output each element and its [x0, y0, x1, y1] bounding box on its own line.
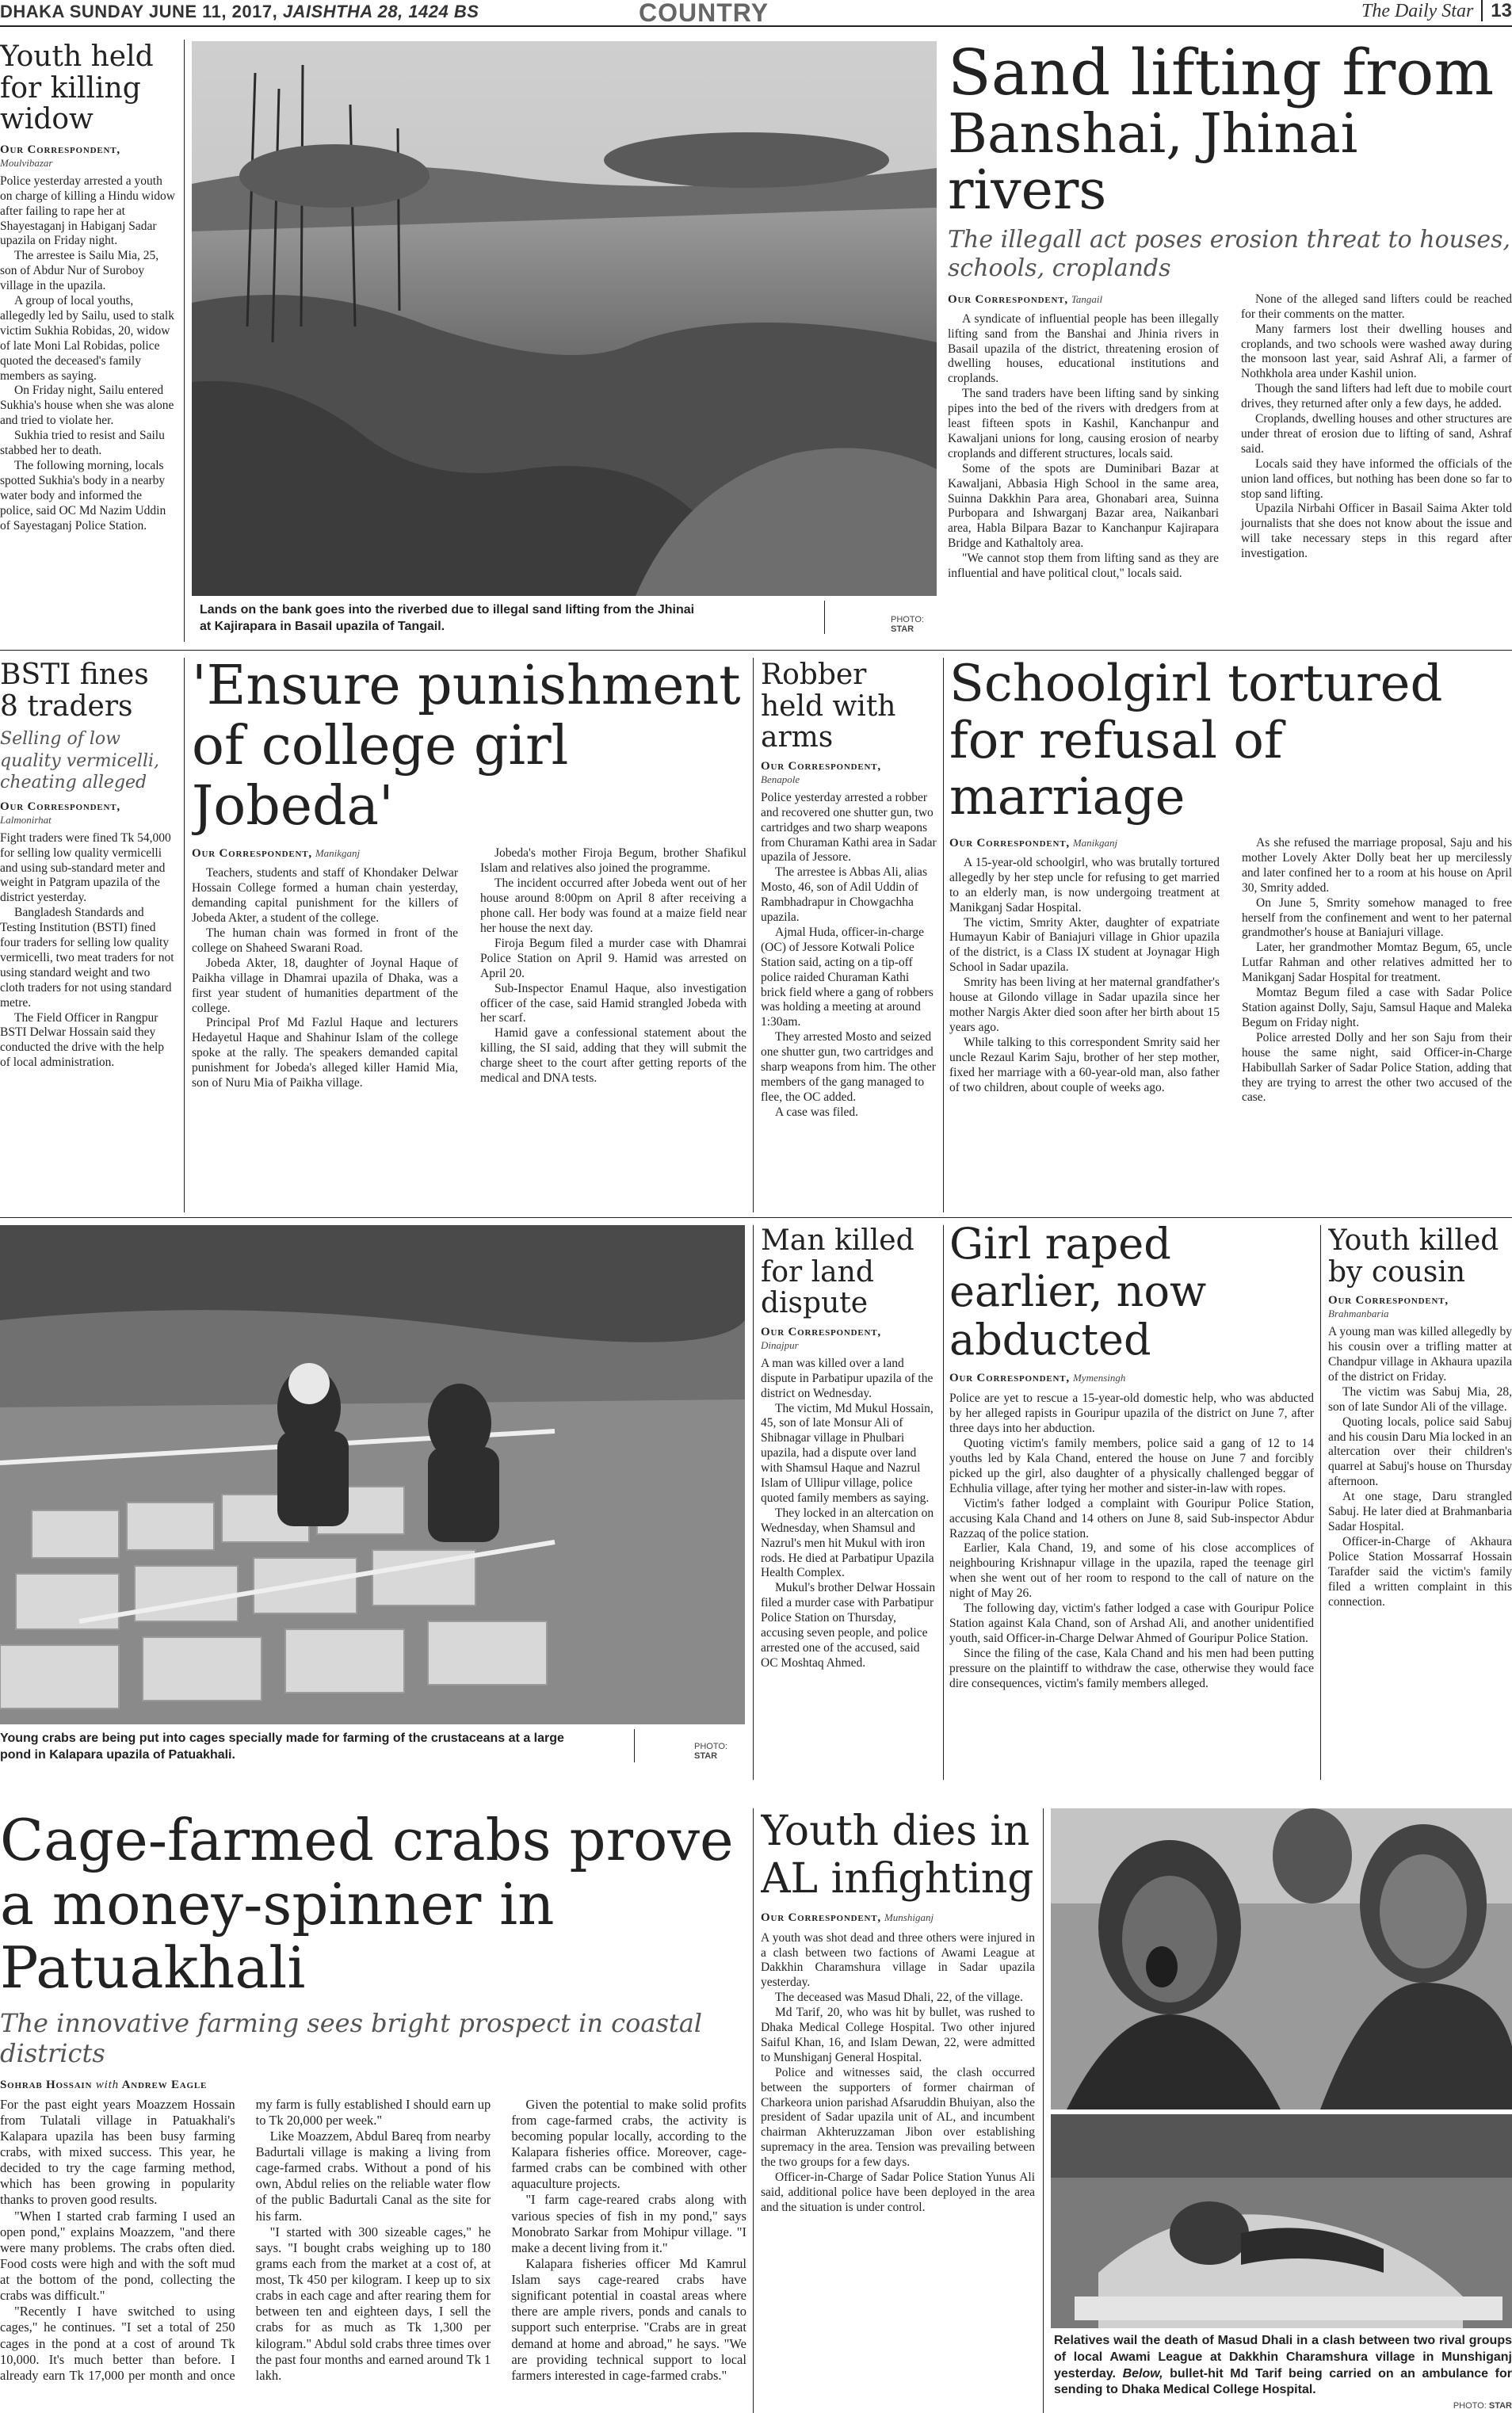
story-cage-crabs	[0, 1808, 746, 2413]
paragraph: Police yesterday arrested a youth on charge of killing a Hindu widow after failing to rape her at Shayestaganj in Habiganj Sadar upazila on Friday night.	[0, 174, 175, 248]
paragraph: A case was filed.	[775, 1105, 859, 1119]
paragraph: Hamid gave a confessional statement about the killing, the SI said, adding that they will submit the charge sheet to the court after getting reports of the medical and DNA tests.	[480, 1026, 746, 1086]
paragraph: None of the alleged sand lifters could be reached for their comments on the matter.	[1241, 292, 1512, 321]
dateline: Munshiganj	[884, 1911, 934, 1923]
headline: BSTI fines 8 traders	[0, 659, 149, 723]
byline: Our Correspondent,	[761, 1911, 881, 1924]
paragraph: Ajmal Huda, officer-in-charge (OC) of Jessore Kotwali Police Station said, acting on a tip-off police raided Churaman Kathi brick field where a gang of robbers was holding a meeting at around 1:30am.	[761, 925, 934, 1029]
paragraph: Later, her grandmother Momtaz Begum, 65, uncle Lutfar Rahman and other relatives admitted her to Manikganj Sadar Hospital for treatment.	[1242, 941, 1512, 985]
deck: The innovative farming sees bright prospect in coastal districts	[0, 2007, 703, 2069]
paragraph: "When I started crab farming I used an open pond," explains Moazzem, "and there were many problems. The crabs often died. Food costs were high and with the soft mud at the bottom of the pond, collecting the crabs was difficult."	[0, 2208, 235, 2304]
paragraph: Firoja Begum filed a murder case with Dhamrai Police Station on April 9. Hamid was arrested on April 20.	[480, 936, 746, 980]
paragraph: The following day, victim's father lodged a case with Gouripur Police Station against Kala Chand, son of Arshad Ali, and another unidentified youth, said Officer-in-Charge Delwar Ahmed of Gouripur Police Station.	[949, 1602, 1314, 1645]
photo-credit	[694, 1742, 742, 1766]
column-rule	[1043, 1808, 1044, 2413]
article-body	[0, 174, 176, 534]
author-1: Sohrab Hossain	[0, 2078, 93, 2091]
paragraph: The human chain was formed in front of the college on Shaheed Swarani Road.	[192, 926, 458, 955]
dateline: Lalmonirhat	[0, 813, 52, 826]
section-title: COUNTRY	[639, 0, 769, 27]
story-youth-dies	[761, 1808, 1035, 2413]
headline-line-1: Sand lifting from	[948, 40, 1495, 109]
paragraph: Fight traders were fined Tk 54,000 for selling low quality vermicelli and using sub-standard meter and weight in Patgram upazila of the district yesterday.	[0, 830, 171, 905]
dateline: Dinajpur	[761, 1338, 799, 1351]
story-schoolgirl	[949, 656, 1512, 1212]
photo-caption	[1054, 2333, 1512, 2404]
byline: Our Correspondent,	[948, 292, 1068, 306]
paragraph: On June 5, Smrity somehow managed to free herself from the confinement and went to her paternal grandmother's house at Baniajuri village.	[1242, 895, 1512, 940]
caption-rule	[634, 1729, 635, 1762]
masthead-right	[1361, 0, 1512, 22]
paragraph: The victim, Smrity Akter, daughter of expatriate Humayun Kabir of Baniajuri village in Ghior upazila of the district, is a Class IX student at Joynagar High School in Sadar upazila.	[949, 915, 1220, 975]
paragraph: Smrity has been living at her maternal grandfather's house at Gilondo village in Sadar upazila since her mother Nargis Akter died soon after her birth about 15 years ago.	[949, 976, 1220, 1034]
paragraph: Earlier, Kala Chand, 19, and some of his close accomplices of neighbouring Krishnapur village in the upazila, raped the teenage girl when she went out of her room to respond to the call of nature on the night of May 26.	[949, 1541, 1314, 1601]
paragraph: Though the sand lifters had left due to mobile court drives, they returned after only a few days, he added.	[1241, 382, 1512, 411]
paragraph: "Recently I have switched to using cages," he continues. "I set a total of 250 cages in the pond at a cost of around Tk 10,000. It's much better than before. I already earn Tk 17,000 per month and once my farm is fully established I should earn up to Tk 20,000 per week."	[0, 2096, 491, 2383]
article-body	[948, 292, 1512, 582]
byline: Our Correspondent,	[1328, 1294, 1449, 1308]
paragraph: Jobeda Akter, 18, daughter of Joynal Haque of Paikha village in Dhamrai upazila of Dhaka, was a first year student of humanities department of the college.	[192, 956, 458, 1015]
paragraph: The victim, Md Mukul Hossain, 45, son of late Monsur Ali of Shibnagar village in Phulbari upazila, had a dispute over land with Shamsul Haque and Nazrul Islam of Ullipur village, police quoted family members as saying.	[761, 1401, 934, 1505]
paragraph: Teachers, students and staff of Khondaker Delwar Hossain College formed a human chain yesterday, demanding capital punishment for the killers of Jobeda Akter, a student of the college.	[192, 866, 458, 926]
byline: Our Correspondent,	[761, 759, 881, 773]
headline-line-2: Banshai, Jhinai rivers	[948, 103, 1358, 223]
story-bsti	[0, 659, 176, 1214]
paragraph: Officer-in-Charge of Sadar Police Station Yunus Ali said, additional police have been deployed in the area and the situation is under control.	[761, 2171, 1035, 2214]
caption-text-2: bullet-hit Md Tarif being carried on an ambulance for sending to Dhaka Medical College Hospital.	[1054, 2366, 1512, 2397]
photo-credit-name: STAR	[891, 624, 914, 635]
river-erosion-photo	[192, 41, 937, 596]
paragraph: At one stage, Daru strangled Sabuj. He later died at Brahmanbaria Sadar Hospital.	[1328, 1490, 1512, 1533]
column-rule	[1320, 1225, 1321, 1780]
story-sand-lifting	[948, 40, 1512, 642]
headline: Man killed for land dispute	[761, 1225, 914, 1320]
photo-credit-name: STAR	[1488, 2401, 1512, 2411]
article-body	[192, 846, 746, 1091]
column-rule	[184, 40, 185, 642]
paragraph: "We cannot stop them from lifting sand as they are influential and have political clout," locals said.	[948, 552, 1219, 581]
row-rule	[0, 650, 1512, 651]
article-body	[761, 1931, 1035, 2216]
masthead-date-en: SUNDAY JUNE 11, 2017,	[69, 2, 278, 21]
story-youth-held	[0, 41, 176, 643]
photo-credit	[891, 615, 938, 639]
paragraph: As she refused the marriage proposal, Saju and his mother Lovely Akter Dolly beat her up mercilessly and later confined her to a room at his house on April 30, Smrity added.	[1242, 836, 1512, 895]
paragraph: Quoting victim's family members, police said a gang of 12 to 14 youths led by Kala Chand, entered the house on June 7 and forcibly picked up the girl, also daughter of a physically challenged beggar of Echhulia village, after tying her mother and sister-in-law with ropes.	[949, 1437, 1314, 1495]
column-rule	[753, 1225, 754, 1780]
dateline: Benapole	[761, 773, 800, 785]
paragraph: Locals said they have informed the officials of the union land offices, but nothing has been done so far to stop sand lifting.	[1241, 456, 1512, 501]
crab-cage-image	[0, 1225, 745, 1724]
mourning-relatives-photo	[1051, 1808, 1512, 2109]
photo-credit-label: PHOTO:	[891, 615, 924, 624]
paragraph: Md Tarif, 20, who was hit by bullet, was rushed to Dhaka Medical College Hospital. Two other injured Saiful Khan, 16, and Islam Dewan, 22, were admitted to Munshiganj General Hospital.	[761, 2006, 1035, 2064]
photo-credit-label: PHOTO:	[694, 1742, 727, 1751]
byline: Our Correspondent,	[0, 800, 120, 813]
headline: Robber held with arms	[761, 659, 896, 754]
paragraph: They locked in an altercation on Wednesday, when Shamsul and Nazrul's men hit Mukul with iron rods. He died at Parbatipur Upazila Health Complex.	[761, 1506, 934, 1580]
paragraph: A youth was shot dead and three others were injured in a clash between two factions of Awami League at Dakkhin Charamshura village in Sadar upazila yesterday.	[761, 1930, 1035, 1990]
crab-cage-photo	[0, 1225, 745, 1724]
dateline: Moulvibazar	[0, 156, 53, 169]
article-body	[949, 836, 1512, 1105]
caption-rule	[824, 601, 825, 634]
column-rule	[943, 658, 944, 1212]
row-rule	[0, 1217, 1512, 1218]
paragraph: Croplands, dwelling houses and other structures are under threat of erosion due to lifting of sand, Ashraf said.	[1241, 412, 1512, 456]
paragraph: Quoting locals, police said Sabuj and his cousin Daru Mia locked in an altercation over their children's quarrel at Sabuj's house on Thursday afternoon.	[1328, 1415, 1512, 1489]
paragraph: Some of the spots are Duminibari Bazar at Kawaljani, Abbasia High School in the same area, Suinna Dakkhin Para area, Ghonabari area, Suinna Purbopara and Ishwarganj Bazar area, Naikanbari area, Habla Bilpara Bazar to Kanchanpur Kajirapara Bridge and Kathaltoly area.	[948, 461, 1219, 551]
paragraph: Officer-in-Charge of Akhaura Police Station Mossarraf Hossain Tarafder said the victim's family filed a written complaint in this connection.	[1328, 1534, 1512, 1609]
column-rule	[753, 1808, 754, 2413]
article-body	[0, 831, 176, 1071]
paragraph: Principal Prof Md Fazlul Haque and lecturers Hedayetul Haque and Shahinur Islam of the college spoke at the rally. The speakers demanded capital punishment for Jobeda's alleged killer Hamid Mia, son of Nuru Mia of Paikha village.	[192, 1016, 458, 1090]
dateline: Manikganj	[315, 847, 361, 860]
dateline: Tangail	[1071, 292, 1103, 305]
paragraph: While talking to this correspondent Smrity said her uncle Rezaul Karim Saju, brother of her step mother, fixed her marriage with a 60-year-old man, also father of two children, about couple of weeks ago.	[949, 1035, 1220, 1094]
byline-with: with	[95, 2078, 119, 2091]
paragraph: Police yesterday arrested a robber and recovered one shutter gun, two cartridges and two sharp weapons from Churaman Kathi area in Sadar upazila of Jessore.	[761, 790, 937, 865]
paragraph: Since the filing of the case, Kala Chand and his men had been putting pressure on the plaintiff to withdraw the case, otherwise they would face dire consequences, victim's family members alleged.	[949, 1646, 1314, 1690]
paragraph: A group of local youths, allegedly led by Sailu, used to stalk victim Sukhia Robidas, 20, widow of late Moni Lal Robidas, police quoted the deceased's family members as saying.	[0, 294, 174, 383]
injured-youth-image	[1051, 2114, 1512, 2328]
paragraph: The following morning, locals spotted Sukhia's body in a nearby water body and informed the police, said OC Md Nazim Uddin of Sayestaganj Police Station.	[0, 459, 166, 533]
paragraph: The victim was Sabuj Mia, 28, son of late Sundor Ali of the village.	[1328, 1384, 1512, 1414]
paragraph: The deceased was Masud Dhali, 22, of the village.	[775, 1991, 1023, 2005]
article-body	[761, 1357, 937, 1671]
headline: Schoolgirl tortured for refusal of marriage	[949, 656, 1443, 827]
byline	[0, 2079, 746, 2092]
headline	[948, 40, 1512, 223]
deck: Selling of low quality vermicelli, cheating alleged	[0, 729, 160, 793]
paragraph: Police arrested Dolly and her son Saju from their house the same night, said Officer-in-Charge Habibullah Sarker of Sadar Police Station, adding that they are trying to arrest the other two accused of the case.	[1242, 1030, 1512, 1105]
article-body	[0, 2097, 746, 2384]
photo-caption: Lands on the bank goes into the riverbed due to illegal sand lifting from the Jhinai at Kajirapara in Basail upazila of Tangail.	[200, 603, 695, 633]
masthead-date	[0, 2, 479, 22]
masthead-city: DHAKA	[0, 2, 65, 21]
headline: Youth held for killing widow	[0, 41, 154, 136]
photo-credit-name: STAR	[694, 1751, 718, 1762]
paragraph: Momtaz Begum filed a case with Sadar Police Station against Dolly, Saju, Samsul Haque and Maleka Begum on Friday night.	[1242, 986, 1512, 1029]
byline: Our Correspondent,	[949, 1372, 1070, 1385]
byline: Our Correspondent,	[0, 143, 120, 156]
story-youth-killed	[1328, 1225, 1512, 1780]
paragraph: Sukhia tried to resist and Sailu stabbed her to death.	[0, 429, 165, 458]
paragraph: Bangladesh Standards and Testing Institution (BSTI) fined four traders for selling low quality vermicelli, two meat traders for not using standard weight and two cloth traders for not using standard metre.	[0, 906, 174, 1010]
column-rule	[753, 658, 754, 1212]
paragraph: The sand traders have been lifting sand by sinking pipes into the bed of the rivers with dredgers from at least fifteen spots in Kashil, Kanchanpur and Kawaljani unions for long, causing erosion of nearby croplands and different structures, locals said.	[948, 387, 1219, 460]
story-robber	[761, 659, 937, 1214]
paragraph: Police are yet to rescue a 15-year-old domestic help, who was abducted by her alleged rapists in Gouripur upazila of the district on June 7, after three days into her abduction.	[949, 1392, 1314, 1436]
dateline: Mymensingh	[1072, 1372, 1126, 1384]
caption-text: Relatives wail the death of Masud Dhali in a clash between two rival groups of local Awami League at Dakkhin Charamshura village in Munshiganj yesterday.	[1054, 2334, 1512, 2381]
photo-credit-label: PHOTO:	[1453, 2401, 1487, 2411]
paragraph: Mukul's brother Delwar Hossain filed a murder case with Parbatipur Police Station on Thursday, accusing seven people, and police arrested one of the accused, said OC Moshtaq Ahmed.	[761, 1581, 936, 1670]
page-number: 13	[1481, 0, 1512, 21]
masthead	[0, 0, 1512, 27]
injured-youth-photo	[1051, 2114, 1512, 2328]
paragraph: The arrestee is Abbas Ali, alias Mosto, 46, son of Adil Uddin of Rambhadrapur in Chowgachha upazila.	[761, 865, 927, 925]
paragraph: Sub-Inspector Enamul Haque, also investigation officer of the case, said Hamid strangled Jobeda with her scarf.	[480, 981, 746, 1025]
photo-caption: Young crabs are being put into cages specially made for farming of the crustaceans at a large pond in Kalapara upazila of Patuakhali.	[0, 1731, 564, 1762]
story-man-killed	[761, 1225, 937, 1780]
paragraph: Victim's father lodged a complaint with Gouripur Police Station, accusing Kala Chand and 14 others on June 8, said Sub-inspector Abdur Razzaq of the police station.	[949, 1496, 1314, 1541]
paragraph: The Field Officer in Rangpur BSTI Delwar Hossain said they conducted the drive with the help of local administration.	[0, 1010, 165, 1070]
river-erosion-image	[192, 41, 937, 596]
headline: Youth dies in AL infighting	[761, 1808, 1034, 1903]
column-rule	[943, 1225, 944, 1780]
headline: Youth killed by cousin	[1328, 1225, 1499, 1289]
masthead-date-bs: JAISHTHA 28, 1424 BS	[282, 2, 479, 21]
paragraph: The incident occurred after Jobeda went out of her house around 8:00pm on April 8 after receiving a phone call. Her body was found at a maize field near her house the next day.	[480, 876, 746, 935]
headline: 'Ensure punishment of college girl Jobeda'	[192, 656, 741, 838]
article-body	[1328, 1325, 1512, 1609]
story-jobeda	[192, 656, 746, 1212]
byline: Our Correspondent,	[949, 837, 1070, 850]
paragraph: For the past eight years Moazzem Hossain from Tulatali village in Patuakhali's Kalapara upazila has been busy farming crabs, with mixed success. This year, he decided to try the cage farming method, which has been growing in popularity thanks to proven good results.	[0, 2096, 235, 2208]
paragraph: The arrestee is Sailu Mia, 25, son of Abdur Nur of Suroboy village in the upazila.	[0, 249, 159, 293]
headline: Cage-farmed crabs prove a money-spinner in Patuakhali	[0, 1808, 734, 2002]
mourning-relatives-image	[1051, 1808, 1512, 2109]
paragraph: A young man was killed allegedly by his cousin over a trifling matter at Chandpur village in Akhaura upazila of the district on Friday.	[1328, 1325, 1512, 1384]
photo-credit	[1430, 2401, 1512, 2412]
column-rule	[184, 658, 185, 1212]
paragraph: "I farm cage-reared crabs along with various species of fish in my pond," says Monobrato Sarkar from Mohipur village. "I make a decent living from it."	[511, 2192, 746, 2255]
headline: Girl raped earlier, now abducted	[949, 1220, 1207, 1365]
paragraph: Upazila Nirbahi Officer in Basail Saima Akter told journalists that she does not know about the issue and will take necessary steps in this regard after investigation.	[1241, 502, 1512, 561]
caption-below: Below,	[1122, 2366, 1163, 2381]
paragraph: A syndicate of influential people has been illegally lifting sand from the Banshai and Jhinia rivers in Basail upazila of the district, threatening erosion of dwelling houses, educational institutions and croplands.	[948, 311, 1219, 386]
paragraph: Like Moazzem, Abdul Bareq from nearby Badurtali village is making a living from cage-farmed crabs. Without a pond of his own, Abdul relies on the reliable water flow of the public Badurtali Canal as the site for his farm.	[255, 2128, 491, 2224]
paragraph: "I started with 300 sizeable cages," he says. "I bought crabs weighing up to 180 grams each from the market at a cost of, at most, Tk 450 per kilogram. I keep up to six crabs in each cage and after rearing them for between ten and eighteen days, I sell the crabs for as much as Tk 1,300 per kilogram." Abdul sold crabs three times over the past four months and earned around Tk 1 lakh.	[255, 2224, 491, 2383]
byline: Our Correspondent,	[192, 847, 312, 861]
author-2: Andrew Eagle	[121, 2078, 208, 2091]
paragraph: Police and witnesses said, the clash occurred between the supporters of former chairman of Charkeora union parishad Afsaruddin Bhuiyan, also the president of Sadar upazila unit of AL, and incumbent chairman Akhteruzzaman Jibon over establishing supremacy in the area. Tension was prevailing between the two groups for a few days.	[761, 2065, 1035, 2170]
dateline: Brahmanbaria	[1328, 1308, 1389, 1320]
paragraph: A 15-year-old schoolgirl, who was brutally tortured allegedly by her step uncle for refusing to get married to an elderly man, is now undergoing treatment at Manikganj Sadar Hospital.	[949, 855, 1220, 914]
paragraph: Given the potential to make solid profits from cage-farmed crabs, the activity is becoming popular locally, according to the Kalapara fisheries office. Moreover, cage-farmed crabs can be combined with other aquaculture projects.	[511, 2096, 746, 2192]
paragraph: A man was killed over a land dispute in Parbatipur upazila of the district on Wednesday.	[761, 1356, 934, 1400]
article-body	[761, 791, 937, 1121]
newspaper-logo: The Daily Star	[1361, 1, 1474, 21]
deck: The illegall act poses erosion threat to houses, schools, croplands	[948, 225, 1511, 282]
story-girl-raped	[949, 1220, 1314, 1780]
article-body	[949, 1392, 1314, 1691]
paragraph: On Friday night, Sailu entered Sukhia's house when she was alone and tried to violate her.	[0, 384, 174, 428]
paragraph: Many farmers lost their dwelling houses and croplands, and two schools were washed away during the monsoon last year, said Ashraf Ali, a farmer of Nothkhola area under Kashil union.	[1241, 322, 1512, 381]
dateline: Manikganj	[1072, 837, 1118, 850]
paragraph: Jobeda's mother Firoja Begum, brother Shafikul Islam and relatives also joined the programme.	[480, 846, 746, 876]
byline: Our Correspondent,	[761, 1325, 881, 1338]
paragraph: Kalapara fisheries officer Md Kamrul Islam says cage-reared crabs have significant potential in coastal areas where there are ample rivers, ponds and canals to support such enterprise. "Crabs are in great demand at home and abroad," he says. "We are providing technical support to local farmers interested in cage-farmed crabs."	[511, 2255, 746, 2383]
paragraph: They arrested Mosto and seized one shutter gun, two cartridges and sharp weapons from him. The other members of the gang managed to flee, the OC added.	[761, 1030, 936, 1104]
